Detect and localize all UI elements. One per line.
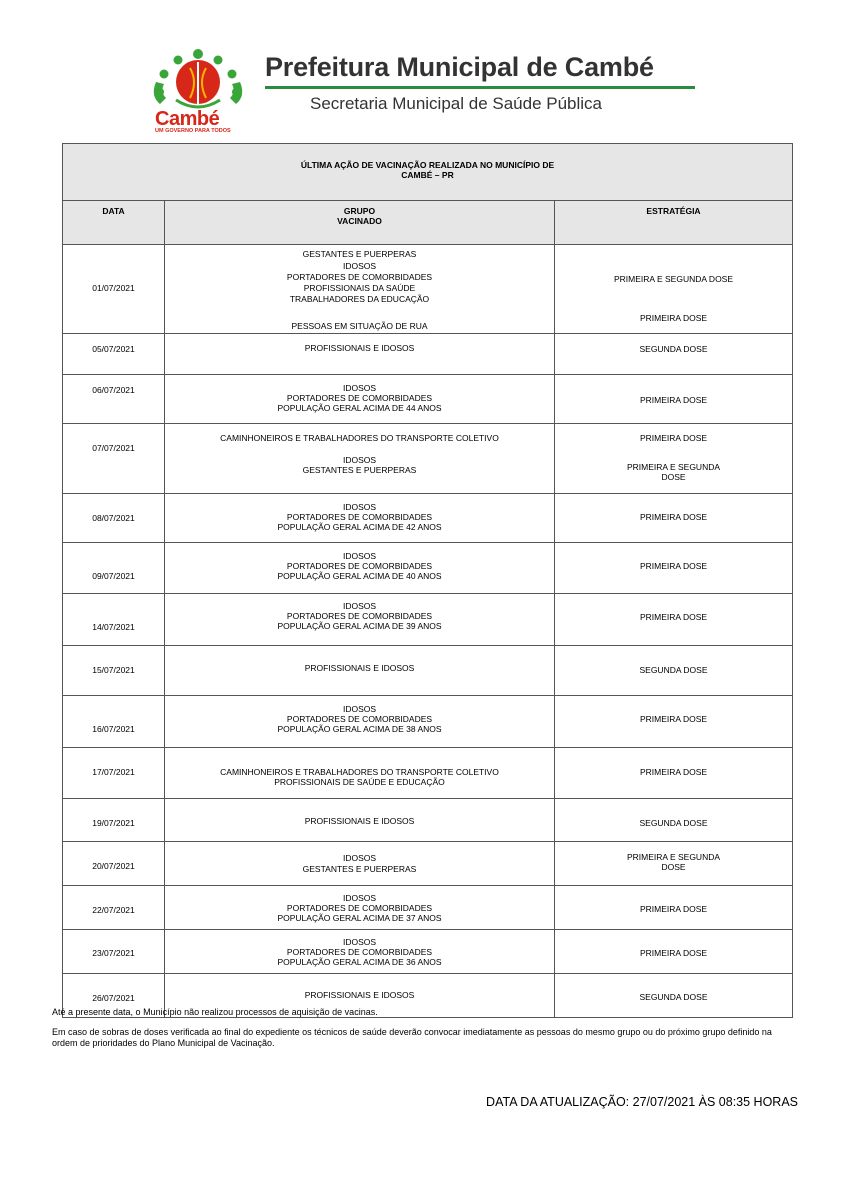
group-cell-line: IDOSOS	[342, 853, 377, 863]
strategy-cell-line: PRIMEIRA DOSE	[639, 395, 708, 405]
date-cell	[63, 245, 165, 334]
table-row	[63, 375, 793, 424]
table-row	[63, 594, 793, 646]
strategy-cell	[555, 748, 793, 799]
strategy-cell	[555, 696, 793, 748]
page-subtitle: Secretaria Municipal de Saúde Pública	[310, 94, 603, 113]
strategy-cell-line: PRIMEIRA DOSE	[639, 313, 708, 323]
group-cell-line: IDOSOS	[342, 551, 377, 561]
strategy-cell	[555, 799, 793, 842]
table-row	[63, 245, 793, 334]
title-underline	[265, 86, 695, 89]
date-cell-line: 20/07/2021	[92, 861, 135, 871]
date-cell	[63, 646, 165, 696]
group-cell-line: IDOSOS	[342, 502, 377, 512]
date-cell-line: 14/07/2021	[92, 622, 135, 632]
table-row	[63, 842, 793, 886]
table-caption-line2: CAMBÉ – PR	[401, 170, 454, 180]
note-acquisition: Até a presente data, o Município não realizou processos de aquisição de vacinas.	[52, 1007, 378, 1017]
table-row	[63, 696, 793, 748]
notes	[52, 1007, 792, 1058]
logo-text: Cambé	[155, 108, 220, 130]
group-cell-line: POPULAÇÃO GERAL ACIMA DE 40 ANOS	[277, 571, 442, 581]
group-cell	[165, 930, 555, 974]
date-cell	[63, 375, 165, 424]
strategy-cell-line: PRIMEIRA DOSE	[639, 767, 708, 777]
strategy-cell-line: SEGUNDA DOSE	[639, 818, 708, 828]
date-cell-line: 08/07/2021	[92, 513, 135, 523]
logo-slogan: UM GOVERNO PARA TODOS	[155, 128, 231, 134]
group-cell-line: IDOSOS	[342, 455, 377, 465]
group-cell-line: PROFISSIONAIS E IDOSOS	[304, 990, 415, 1000]
strategy-cell	[555, 594, 793, 646]
date-cell	[63, 930, 165, 974]
group-cell-line: PORTADORES DE COMORBIDADES	[286, 903, 433, 913]
group-cell-line: PESSOAS EM SITUAÇÃO DE RUA	[291, 321, 428, 331]
strategy-cell-line: PRIMEIRA DOSE	[639, 714, 708, 724]
group-cell-line: PORTADORES DE COMORBIDADES	[286, 947, 433, 957]
table-row	[63, 930, 793, 974]
table-row	[63, 494, 793, 543]
group-cell	[165, 696, 555, 748]
group-cell-line: CAMINHONEIROS E TRABALHADORES DO TRANSPORTE COLETIVO	[220, 767, 499, 777]
strategy-cell-line: PRIMEIRA DOSE	[639, 433, 708, 443]
table-row	[63, 543, 793, 594]
column-header-date-label: DATA	[102, 206, 125, 216]
date-cell-line: 01/07/2021	[92, 283, 135, 293]
group-cell-line: PROFISSIONAIS E IDOSOS	[304, 663, 415, 673]
group-cell	[165, 799, 555, 842]
group-cell	[165, 334, 555, 375]
date-cell-line: 16/07/2021	[92, 724, 135, 734]
strategy-cell-line: DOSE	[661, 472, 686, 482]
date-cell	[63, 748, 165, 799]
group-cell-line: IDOSOS	[342, 893, 377, 903]
group-cell	[165, 543, 555, 594]
strategy-cell	[555, 842, 793, 886]
strategy-cell	[555, 646, 793, 696]
strategy-cell-line: PRIMEIRA E SEGUNDA DOSE	[613, 274, 734, 284]
group-cell-line: POPULAÇÃO GERAL ACIMA DE 36 ANOS	[277, 957, 442, 967]
strategy-cell-line: PRIMEIRA E SEGUNDA	[626, 462, 721, 472]
group-cell	[165, 494, 555, 543]
column-header-strategy-label: ESTRATÉGIA	[646, 206, 701, 216]
group-cell-line: POPULAÇÃO GERAL ACIMA DE 39 ANOS	[277, 621, 442, 631]
strategy-cell-line: PRIMEIRA DOSE	[639, 948, 708, 958]
note-leftover-doses: Em caso de sobras de doses verificada ao final do expediente os técnicos de saúde deverão convocar imediatamente as pessoas do mesmo grupo ou do próximo grupo definido na ordem de prioridades do Plano Municipal de Vacinação.	[52, 1027, 772, 1048]
group-cell-line: POPULAÇÃO GERAL ACIMA DE 44 ANOS	[277, 403, 442, 413]
date-cell	[63, 334, 165, 375]
date-cell	[63, 886, 165, 930]
group-cell-line: PORTADORES DE COMORBIDADES	[286, 561, 433, 571]
table-row	[63, 334, 793, 375]
group-cell-line: PORTADORES DE COMORBIDADES	[286, 512, 433, 522]
strategy-cell	[555, 245, 793, 334]
date-cell-line: 23/07/2021	[92, 948, 135, 958]
table-body	[63, 245, 793, 1018]
table-row	[63, 748, 793, 799]
table-row	[63, 646, 793, 696]
group-cell	[165, 245, 555, 334]
date-cell	[63, 424, 165, 494]
date-cell	[63, 543, 165, 594]
page-title: Prefeitura Municipal de Cambé	[265, 52, 654, 82]
group-cell-line: IDOSOS	[342, 261, 377, 271]
group-cell-line: TRABALHADORES DA EDUCAÇÃO	[289, 294, 430, 304]
strategy-cell-line: PRIMEIRA DOSE	[639, 512, 708, 522]
column-header-group-line2: VACINADO	[337, 216, 382, 226]
date-cell	[63, 799, 165, 842]
group-cell	[165, 842, 555, 886]
group-cell-line: PROFISSIONAIS E IDOSOS	[304, 343, 415, 353]
table-row	[63, 424, 793, 494]
strategy-cell-line: DOSE	[661, 862, 686, 872]
group-cell	[165, 594, 555, 646]
group-cell-line: GESTANTES E PUERPERAS	[302, 864, 417, 874]
date-cell	[63, 494, 165, 543]
column-header-date	[63, 201, 165, 245]
group-cell-line: IDOSOS	[342, 704, 377, 714]
group-cell-line: GESTANTES E PUERPERAS	[302, 465, 417, 475]
group-cell-line: PROFISSIONAIS DE SAÚDE E EDUCAÇÃO	[274, 777, 445, 787]
date-cell-line: 07/07/2021	[92, 443, 135, 453]
group-cell-line: CAMINHONEIROS E TRABALHADORES DO TRANSPORTE COLETIVO	[220, 433, 499, 443]
group-cell	[165, 886, 555, 930]
table-caption	[63, 144, 793, 201]
group-cell-line: GESTANTES E PUERPERAS	[302, 249, 417, 259]
group-cell-line: PROFISSIONAIS E IDOSOS	[304, 816, 415, 826]
strategy-cell-line: SEGUNDA DOSE	[639, 992, 708, 1002]
group-cell-line: IDOSOS	[342, 937, 377, 947]
date-cell-line: 17/07/2021	[92, 767, 135, 777]
group-cell-line: POPULAÇÃO GERAL ACIMA DE 42 ANOS	[277, 522, 442, 532]
table-row	[63, 886, 793, 930]
date-cell-line: 26/07/2021	[92, 993, 135, 1003]
vaccination-table	[62, 143, 793, 1018]
date-cell-line: 06/07/2021	[92, 385, 135, 395]
group-cell-line: PORTADORES DE COMORBIDADES	[286, 393, 433, 403]
group-cell	[165, 424, 555, 494]
document-header	[0, 0, 850, 140]
update-timestamp: DATA DA ATUALIZAÇÃO: 27/07/2021 ÀS 08:35 HORAS	[486, 1095, 798, 1109]
strategy-cell	[555, 886, 793, 930]
group-cell	[165, 748, 555, 799]
group-cell-line: PORTADORES DE COMORBIDADES	[286, 714, 433, 724]
group-cell-line: POPULAÇÃO GERAL ACIMA DE 37 ANOS	[277, 913, 442, 923]
strategy-cell-line: PRIMEIRA DOSE	[639, 904, 708, 914]
date-cell-line: 19/07/2021	[92, 818, 135, 828]
column-header-group	[165, 201, 555, 245]
group-cell	[165, 375, 555, 424]
strategy-cell	[555, 375, 793, 424]
strategy-cell-line: PRIMEIRA DOSE	[639, 561, 708, 571]
date-cell-line: 09/07/2021	[92, 571, 135, 581]
strategy-cell	[555, 494, 793, 543]
group-cell-line: POPULAÇÃO GERAL ACIMA DE 38 ANOS	[277, 724, 442, 734]
date-cell	[63, 842, 165, 886]
strategy-cell	[555, 334, 793, 375]
group-cell	[165, 646, 555, 696]
date-cell-line: 15/07/2021	[92, 665, 135, 675]
date-cell	[63, 696, 165, 748]
strategy-cell	[555, 930, 793, 974]
group-cell-line: IDOSOS	[342, 383, 377, 393]
group-cell-line: PORTADORES DE COMORBIDADES	[286, 611, 433, 621]
strategy-cell-line: PRIMEIRA E SEGUNDA	[626, 852, 721, 862]
group-cell-line: IDOSOS	[342, 601, 377, 611]
strategy-cell	[555, 543, 793, 594]
date-cell-line: 05/07/2021	[92, 344, 135, 354]
strategy-cell-line: SEGUNDA DOSE	[639, 665, 708, 675]
group-cell-line: PORTADORES DE COMORBIDADES	[286, 272, 433, 282]
strategy-cell	[555, 424, 793, 494]
date-cell-line: 22/07/2021	[92, 905, 135, 915]
table-caption-line1: ÚLTIMA AÇÃO DE VACINAÇÃO REALIZADA NO MUNICÍPIO DE	[300, 160, 555, 170]
column-header-strategy	[555, 201, 793, 245]
strategy-cell-line: PRIMEIRA DOSE	[639, 612, 708, 622]
table-row	[63, 799, 793, 842]
column-header-group-line1: GRUPO	[343, 206, 376, 216]
strategy-cell-line: SEGUNDA DOSE	[639, 344, 708, 354]
date-cell	[63, 594, 165, 646]
group-cell-line: PROFISSIONAIS DA SAÚDE	[303, 283, 416, 293]
